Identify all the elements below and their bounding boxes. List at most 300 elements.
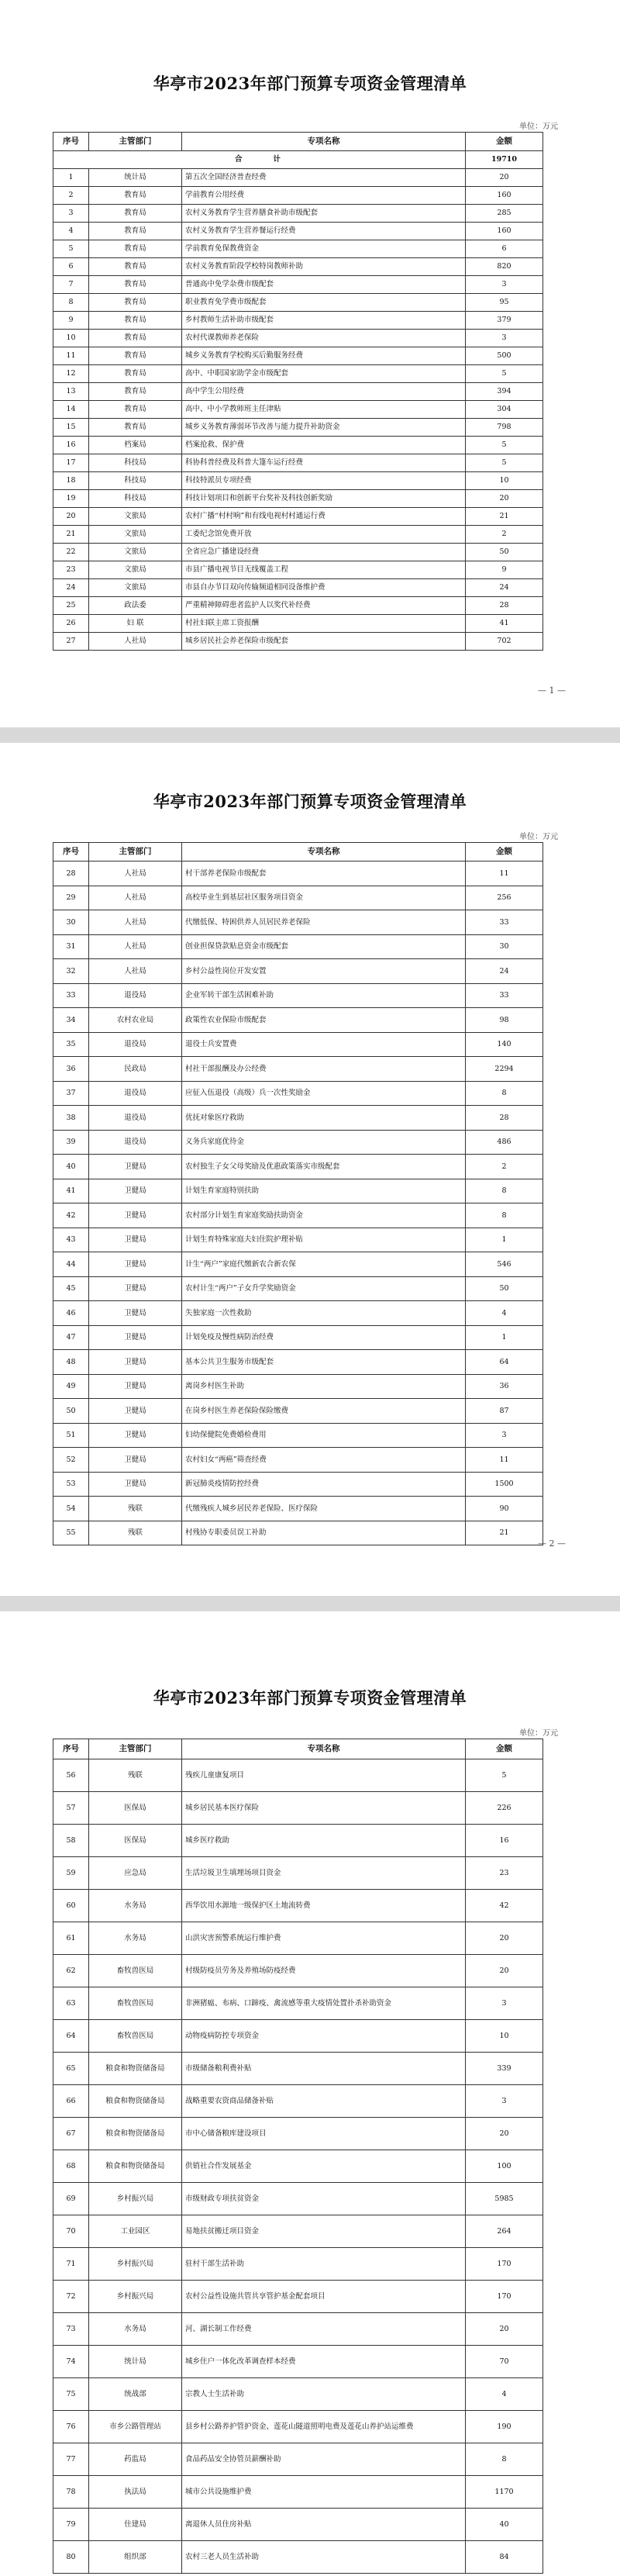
table-row [53, 223, 543, 240]
row-number: 44 [53, 1252, 89, 1277]
table-row [53, 2085, 543, 2118]
header-dept: 主管部门 [89, 133, 182, 151]
row-number: 27 [53, 633, 89, 651]
row-amount: 10 [466, 2020, 543, 2053]
row-number: 45 [53, 1276, 89, 1301]
table-row [53, 1399, 543, 1424]
row-amount: 5 [466, 1759, 543, 1792]
table-row [53, 2313, 543, 2346]
row-department: 卫健局 [89, 1179, 182, 1203]
header-item: 专项名称 [182, 1739, 466, 1759]
row-amount: 285 [466, 205, 543, 223]
table-row [53, 959, 543, 984]
row-number: 59 [53, 1857, 89, 1890]
row-item-name: 妇幼保健院免费婚检费用 [182, 1423, 466, 1448]
row-amount: 50 [466, 1276, 543, 1301]
row-number: 35 [53, 1032, 89, 1057]
row-number: 62 [53, 1955, 89, 1987]
table-row [53, 2053, 543, 2085]
table-row [53, 615, 543, 633]
row-department: 人社局 [89, 910, 182, 935]
row-amount: 40 [466, 2509, 543, 2541]
row-amount: 2 [466, 526, 543, 544]
row-number: 29 [53, 886, 89, 910]
row-number: 4 [53, 223, 89, 240]
row-number: 58 [53, 1825, 89, 1857]
document-title: 华亭市2023年部门预算专项资金管理清单 [153, 792, 467, 811]
table-row [53, 579, 543, 597]
row-department: 教育局 [89, 205, 182, 223]
table-row [53, 472, 543, 490]
table-row [53, 383, 543, 401]
row-number: 17 [53, 454, 89, 472]
row-amount: 6 [466, 240, 543, 258]
row-number: 75 [53, 2378, 89, 2411]
row-department: 住建局 [89, 2509, 182, 2541]
row-number: 73 [53, 2313, 89, 2346]
row-item-name: 村社干部报酬及办公经费 [182, 1057, 466, 1082]
row-department: 乡村振兴局 [89, 2248, 182, 2281]
row-number: 25 [53, 597, 89, 615]
row-number: 63 [53, 1987, 89, 2020]
row-number: 37 [53, 1081, 89, 1106]
row-amount: 820 [466, 258, 543, 276]
table-row [53, 1252, 543, 1277]
row-amount: 16 [466, 1825, 543, 1857]
row-item-name: 城乡住户一体化改革调查样本经费 [182, 2346, 466, 2378]
row-amount: 379 [466, 312, 543, 330]
table-row [53, 1155, 543, 1179]
row-item-name: 高校毕业生到基层社区服务项目资金 [182, 886, 466, 910]
row-item-name: 城市公共设施维护费 [182, 2476, 466, 2509]
header-amount: 金额 [466, 133, 543, 151]
row-number: 49 [53, 1374, 89, 1399]
row-department: 文旅局 [89, 579, 182, 597]
row-department: 文旅局 [89, 561, 182, 579]
row-amount: 702 [466, 633, 543, 651]
table-row [53, 205, 543, 223]
row-item-name: 基本公共卫生服务市级配套 [182, 1350, 466, 1375]
table-row [53, 1203, 543, 1228]
unit-label: 单位：万元 [519, 1729, 558, 1738]
row-item-name: 农村义务教育学生营养餐运行经费 [182, 223, 466, 240]
row-department: 医保局 [89, 1792, 182, 1825]
header-no: 序号 [53, 1739, 89, 1759]
row-amount: 3 [466, 330, 543, 347]
row-amount: 3 [466, 2085, 543, 2118]
row-amount: 23 [466, 1857, 543, 1890]
row-item-name: 义务兵家庭优待金 [182, 1130, 466, 1155]
row-item-name: 在岗乡村医生养老保险保险缴费 [182, 1399, 466, 1424]
table-row [53, 1081, 543, 1106]
row-number: 2 [53, 187, 89, 205]
row-item-name: 离退休人员住房补贴 [182, 2509, 466, 2541]
row-number: 5 [53, 240, 89, 258]
row-amount: 98 [466, 1008, 543, 1033]
row-department: 卫健局 [89, 1374, 182, 1399]
table-row [53, 1374, 543, 1399]
document-page-2 [0, 743, 620, 1596]
header-no: 序号 [53, 133, 89, 151]
row-department: 人社局 [89, 959, 182, 984]
table-row [53, 187, 543, 205]
row-number: 41 [53, 1179, 89, 1203]
row-number: 38 [53, 1106, 89, 1131]
row-amount: 41 [466, 615, 543, 633]
row-item-name: 企业军转干部生活困难补助 [182, 983, 466, 1008]
row-department: 政法委 [89, 597, 182, 615]
table-row [53, 454, 543, 472]
table-row [53, 1890, 543, 1922]
table-row [53, 2411, 543, 2443]
table-row [53, 258, 543, 276]
row-amount: 10 [466, 472, 543, 490]
row-department: 退役局 [89, 983, 182, 1008]
row-amount: 20 [466, 490, 543, 508]
row-department: 畜牧兽医局 [89, 1987, 182, 2020]
table-row [53, 1325, 543, 1350]
row-item-name: 城乡医疗救助 [182, 1825, 466, 1857]
row-amount: 95 [466, 294, 543, 312]
row-amount: 24 [466, 579, 543, 597]
row-item-name: 村残协专职委员误工补助 [182, 1521, 466, 1545]
row-amount: 1 [466, 1228, 543, 1252]
row-number: 39 [53, 1130, 89, 1155]
row-amount: 42 [466, 1890, 543, 1922]
row-department: 畜牧兽医局 [89, 1955, 182, 1987]
table-row [53, 401, 543, 419]
row-amount: 33 [466, 910, 543, 935]
row-number: 15 [53, 419, 89, 437]
row-department: 市乡公路管理站 [89, 2411, 182, 2443]
table-row [53, 1987, 543, 2020]
row-amount: 170 [466, 2248, 543, 2281]
row-department: 残联 [89, 1759, 182, 1792]
row-department: 人社局 [89, 886, 182, 910]
row-amount: 339 [466, 2053, 543, 2085]
row-department: 教育局 [89, 276, 182, 294]
row-number: 19 [53, 490, 89, 508]
row-amount: 11 [466, 1448, 543, 1473]
row-department: 教育局 [89, 401, 182, 419]
row-amount: 36 [466, 1374, 543, 1399]
row-amount: 4 [466, 1301, 543, 1326]
table-row [53, 2346, 543, 2378]
row-number: 6 [53, 258, 89, 276]
table-row [53, 1301, 543, 1326]
row-department: 粮食和物资储备局 [89, 2085, 182, 2118]
row-amount: 4 [466, 2378, 543, 2411]
row-number: 74 [53, 2346, 89, 2378]
row-number: 52 [53, 1448, 89, 1473]
row-item-name: 村干部养老保险市级配套 [182, 862, 466, 886]
row-item-name: 农村义务教育阶段学校特岗教师补助 [182, 258, 466, 276]
row-department: 退役局 [89, 1106, 182, 1131]
page-number: — 2 — [538, 1538, 566, 1549]
row-number: 23 [53, 561, 89, 579]
row-amount: 304 [466, 401, 543, 419]
row-number: 55 [53, 1521, 89, 1545]
row-amount: 100 [466, 2150, 543, 2183]
row-department: 水务局 [89, 1890, 182, 1922]
row-department: 执法局 [89, 2476, 182, 2509]
row-department: 卫健局 [89, 1399, 182, 1424]
row-item-name: 退役士兵安置费 [182, 1032, 466, 1057]
row-number: 16 [53, 437, 89, 454]
row-item-name: 职业教育免学费市级配套 [182, 294, 466, 312]
table-row [53, 1955, 543, 1987]
row-department: 妇 联 [89, 615, 182, 633]
row-number: 69 [53, 2183, 89, 2215]
row-department: 教育局 [89, 223, 182, 240]
row-item-name: 动物疫病防控专项资金 [182, 2020, 466, 2053]
document-title: 华亭市2023年部门预算专项资金管理清单 [153, 1688, 467, 1708]
row-amount: 90 [466, 1497, 543, 1521]
row-number: 56 [53, 1759, 89, 1792]
row-item-name: 非洲猪瘟、布病、口蹄疫、禽流感等重大疫情处置扑杀补助资金 [182, 1987, 466, 2020]
row-number: 68 [53, 2150, 89, 2183]
table-row [53, 2118, 543, 2150]
row-item-name: 村社妇联主席工资报酬 [182, 615, 466, 633]
table-row [53, 1032, 543, 1057]
row-amount: 21 [466, 1521, 543, 1545]
row-item-name: 乡村教师生活补助市级配套 [182, 312, 466, 330]
table-row [53, 1448, 543, 1473]
row-department: 退役局 [89, 1130, 182, 1155]
table-row [53, 934, 543, 959]
row-amount: 24 [466, 959, 543, 984]
row-item-name: 计划生育特殊家庭夫妇住院护理补贴 [182, 1228, 466, 1252]
row-department: 卫健局 [89, 1203, 182, 1228]
table-row [53, 240, 543, 258]
table-row [53, 1350, 543, 1375]
row-department: 退役局 [89, 1032, 182, 1057]
row-number: 10 [53, 330, 89, 347]
row-department: 文旅局 [89, 544, 182, 561]
row-department: 卫健局 [89, 1448, 182, 1473]
row-item-name: 高中学生公用经费 [182, 383, 466, 401]
row-amount: 50 [466, 544, 543, 561]
row-item-name: 生活垃圾卫生填埋场项目资金 [182, 1857, 466, 1890]
row-department: 应急局 [89, 1857, 182, 1890]
row-number: 76 [53, 2411, 89, 2443]
row-department: 教育局 [89, 187, 182, 205]
row-department: 粮食和物资储备局 [89, 2118, 182, 2150]
row-number: 61 [53, 1922, 89, 1955]
row-item-name: 代缴残疾人城乡居民养老保险、医疗保险 [182, 1497, 466, 1521]
budget-table-page-2 [53, 842, 543, 1545]
row-item-name: 村级防疫员劳务及养殖场防疫经费 [182, 1955, 466, 1987]
table-row [53, 1179, 543, 1203]
row-number: 48 [53, 1350, 89, 1375]
header-amount: 金额 [466, 843, 543, 862]
table-row [53, 2541, 543, 2574]
row-number: 64 [53, 2020, 89, 2053]
table-row [53, 983, 543, 1008]
row-number: 53 [53, 1472, 89, 1497]
row-item-name: 市县自办节目双向传输频道相同设备维护费 [182, 579, 466, 597]
row-item-name: 西华饮用水源地一级保护区土地流转费 [182, 1890, 466, 1922]
row-item-name: 代缴低保、特困供养人员居民养老保险 [182, 910, 466, 935]
row-number: 60 [53, 1890, 89, 1922]
row-item-name: 易地扶贫搬迁项目资金 [182, 2215, 466, 2248]
row-item-name: 供销社合作发展基金 [182, 2150, 466, 2183]
row-item-name: 食品药品安全协管员薪酬补助 [182, 2443, 466, 2476]
table-row [53, 1497, 543, 1521]
row-item-name: 学前教育公用经费 [182, 187, 466, 205]
table-row [53, 1423, 543, 1448]
row-number: 71 [53, 2248, 89, 2281]
row-department: 人社局 [89, 862, 182, 886]
table-row [53, 1057, 543, 1082]
table-row [53, 2378, 543, 2411]
row-amount: 5 [466, 454, 543, 472]
row-number: 40 [53, 1155, 89, 1179]
row-amount: 84 [466, 2541, 543, 2574]
table-row [53, 276, 543, 294]
table-row [53, 862, 543, 886]
row-item-name: 城乡居民社会养老保险市级配套 [182, 633, 466, 651]
row-amount: 190 [466, 2411, 543, 2443]
row-department: 卫健局 [89, 1276, 182, 1301]
row-amount: 30 [466, 934, 543, 959]
row-item-name: 河、湖长制工作经费 [182, 2313, 466, 2346]
row-number: 46 [53, 1301, 89, 1326]
row-department: 水务局 [89, 1922, 182, 1955]
row-department: 民政局 [89, 1057, 182, 1082]
row-item-name: 科技计划项目和创新平台奖补及科技创新奖励 [182, 490, 466, 508]
row-amount: 21 [466, 508, 543, 526]
row-number: 13 [53, 383, 89, 401]
row-item-name: 山洪灾害预警系统运行维护费 [182, 1922, 466, 1955]
table-row [53, 1922, 543, 1955]
table-row [53, 294, 543, 312]
row-number: 66 [53, 2085, 89, 2118]
row-department: 农村农业局 [89, 1008, 182, 1033]
row-amount: 3 [466, 1423, 543, 1448]
row-item-name: 新冠肺炎疫情防控经费 [182, 1472, 466, 1497]
row-department: 卫健局 [89, 1350, 182, 1375]
row-department: 教育局 [89, 383, 182, 401]
row-number: 47 [53, 1325, 89, 1350]
row-amount: 33 [466, 983, 543, 1008]
row-item-name: 农村三老人员生活补助 [182, 2541, 466, 2574]
row-item-name: 城乡义务教育学校购买后勤服务经费 [182, 347, 466, 365]
row-item-name: 工委纪念馆免费开放 [182, 526, 466, 544]
header-dept: 主管部门 [89, 843, 182, 862]
row-item-name: 科技特派员专项经费 [182, 472, 466, 490]
budget-table-page-3 [53, 1739, 543, 2574]
row-department: 卫健局 [89, 1252, 182, 1277]
row-amount: 11 [466, 862, 543, 886]
row-department: 粮食和物资储备局 [89, 2150, 182, 2183]
row-item-name: 农村义务教育学生营养膳食补助市级配套 [182, 205, 466, 223]
row-number: 11 [53, 347, 89, 365]
row-amount: 170 [466, 2281, 543, 2313]
row-department: 残联 [89, 1497, 182, 1521]
row-item-name: 普通高中免学杂费市级配套 [182, 276, 466, 294]
table-row [53, 2509, 543, 2541]
row-amount: 3 [466, 276, 543, 294]
row-number: 21 [53, 526, 89, 544]
row-number: 7 [53, 276, 89, 294]
row-amount: 9 [466, 561, 543, 579]
table-row [53, 1857, 543, 1890]
row-item-name: 市县广播电视节目无线覆盖工程 [182, 561, 466, 579]
row-amount: 20 [466, 1955, 543, 1987]
row-item-name: 严重精神障碍患者监护人以奖代补经费 [182, 597, 466, 615]
row-number: 24 [53, 579, 89, 597]
total-row [53, 151, 543, 169]
table-row [53, 597, 543, 615]
row-department: 统计局 [89, 2346, 182, 2378]
row-item-name: 市中心储备粮库建设项目 [182, 2118, 466, 2150]
row-number: 22 [53, 544, 89, 561]
row-item-name: 农村部分计划生育家庭奖励扶助资金 [182, 1203, 466, 1228]
row-item-name: 学前教育免保教费资金 [182, 240, 466, 258]
document-page-1 [0, 0, 620, 727]
row-department: 粮食和物资储备局 [89, 2053, 182, 2085]
row-amount: 20 [466, 2118, 543, 2150]
row-number: 30 [53, 910, 89, 935]
row-number: 72 [53, 2281, 89, 2313]
table-row [53, 1008, 543, 1033]
row-amount: 28 [466, 597, 543, 615]
row-number: 57 [53, 1792, 89, 1825]
row-item-name: 档案抢救、保护费 [182, 437, 466, 454]
row-amount: 394 [466, 383, 543, 401]
table-row [53, 561, 543, 579]
table-row [53, 1759, 543, 1792]
row-department: 档案局 [89, 437, 182, 454]
row-number: 43 [53, 1228, 89, 1252]
row-item-name: 离岗乡村医生补助 [182, 1374, 466, 1399]
row-item-name: 优抚对象医疗救助 [182, 1106, 466, 1131]
table-row [53, 437, 543, 454]
row-number: 8 [53, 294, 89, 312]
row-item-name: 农村妇女“两癌”筛查经费 [182, 1448, 466, 1473]
row-amount: 2 [466, 1155, 543, 1179]
table-row [53, 1521, 543, 1545]
table-row [53, 508, 543, 526]
row-item-name: 乡村公益性岗位开发安置 [182, 959, 466, 984]
row-item-name: 宗教人士生活补助 [182, 2378, 466, 2411]
row-amount: 1 [466, 1325, 543, 1350]
row-department: 卫健局 [89, 1325, 182, 1350]
row-department: 卫健局 [89, 1423, 182, 1448]
table-row [53, 1276, 543, 1301]
row-amount: 1170 [466, 2476, 543, 2509]
row-number: 20 [53, 508, 89, 526]
table-row [53, 633, 543, 651]
row-number: 51 [53, 1423, 89, 1448]
row-amount: 20 [466, 2313, 543, 2346]
table-row [53, 169, 543, 187]
total-label: 合计 [53, 151, 466, 169]
row-department: 教育局 [89, 258, 182, 276]
row-amount: 160 [466, 223, 543, 240]
row-number: 31 [53, 934, 89, 959]
row-department: 教育局 [89, 347, 182, 365]
row-item-name: 农村广播“村村响”和有线电视村村通运行费 [182, 508, 466, 526]
row-amount: 8 [466, 1081, 543, 1106]
row-item-name: 农村公益性设施共管共享管护基金配套项目 [182, 2281, 466, 2313]
table-row [53, 886, 543, 910]
table-row [53, 347, 543, 365]
row-department: 科技局 [89, 490, 182, 508]
row-item-name: 应征入伍退役（高级）兵一次性奖励金 [182, 1081, 466, 1106]
total-value: 19710 [466, 151, 543, 169]
